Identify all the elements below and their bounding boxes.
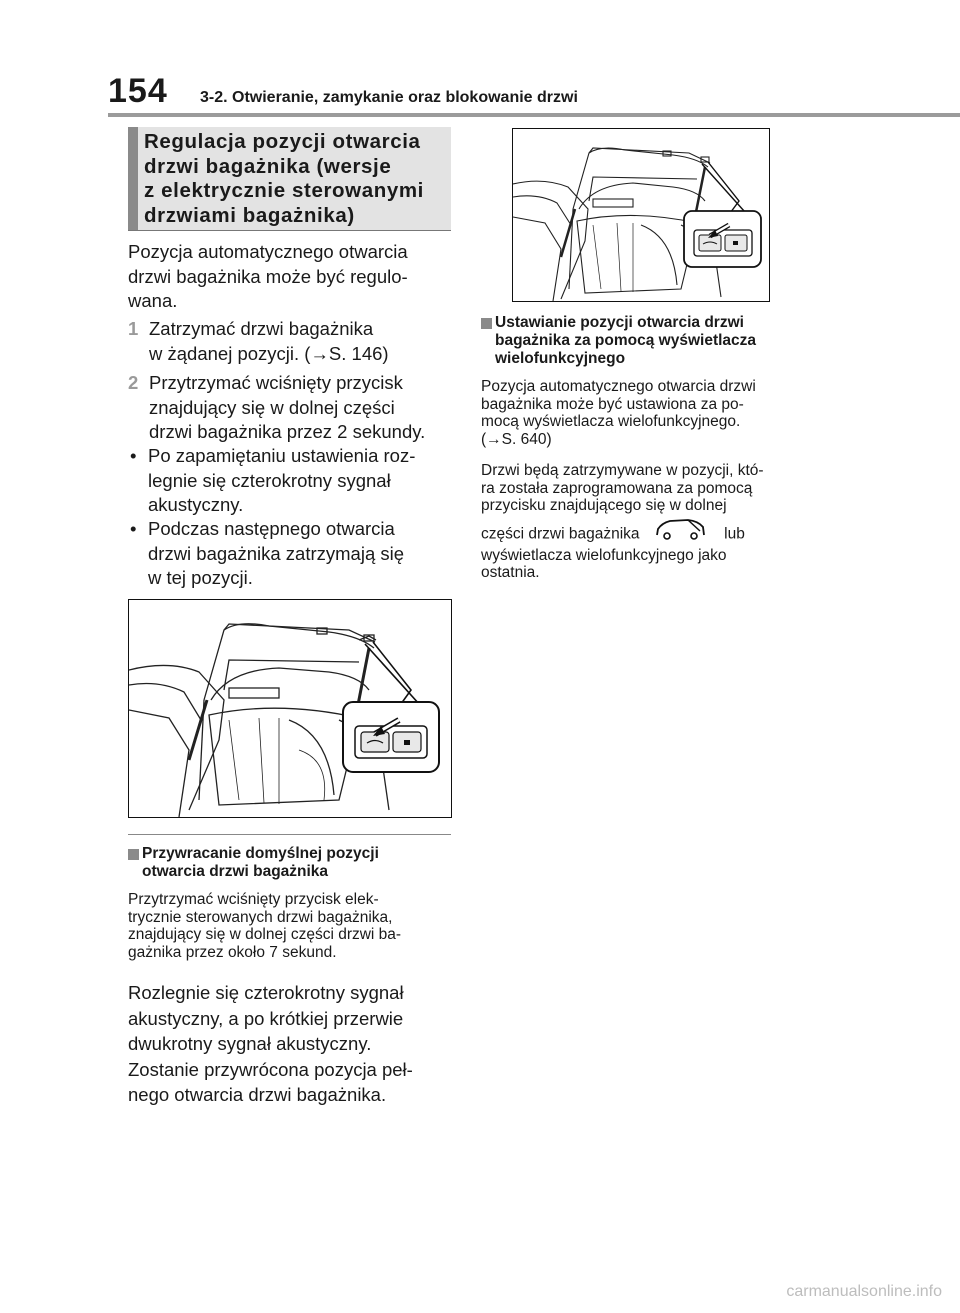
display-heading-line: Ustawianie pozycji otwarcia drzwi	[495, 314, 744, 331]
display-heading-text	[495, 314, 756, 368]
restore-small-line: znajdujący się w dolnej części drzwi ba-	[128, 926, 402, 943]
restore-heading-text	[142, 845, 379, 881]
section-title-line: Regulacja pozycji otwarcia	[144, 130, 421, 153]
step-line: znajdujący się w dolnej części	[149, 396, 395, 418]
tailgate-illustration-left	[128, 599, 452, 818]
restore-small-line: Przytrzymać wciśnięty przycisk elek-	[128, 891, 379, 908]
bullet-line: drzwi bagażnika zatrzymają się	[148, 542, 405, 564]
bullet-line: legnie się czterokrotny sygnał	[148, 469, 391, 491]
bullet-item	[128, 444, 458, 519]
step-line: drzwi bagażnika przez 2 sekundy.	[149, 421, 426, 442]
step-text	[149, 371, 459, 445]
display-heading	[481, 314, 821, 370]
intro-paragraph	[128, 240, 448, 314]
intro-line: drzwi bagażnika może być regulo-	[128, 265, 408, 287]
watermark-text: carmanualsonline.info	[786, 1283, 942, 1300]
step-number: 2	[128, 372, 139, 393]
callout-box	[684, 211, 761, 267]
display-heading-line: bagażnika za pomocą wyświetlacza	[495, 332, 757, 349]
step-1	[128, 317, 458, 367]
callout-box	[343, 702, 439, 772]
display-para-line: mocą wyświetlacza wielofunkcyjnego.	[481, 413, 741, 430]
step-line: Zatrzymać drzwi bagażnika	[149, 318, 374, 339]
bullet-mark: •	[130, 518, 137, 539]
display-paragraph-1	[481, 378, 821, 448]
page-number: 154	[108, 72, 168, 110]
bullet-line: w tej pozycji.	[148, 567, 253, 588]
restore-large-line: dwukrotny sygnał akustyczny.	[128, 1033, 372, 1054]
step-line: Przytrzymać wciśnięty przycisk	[149, 372, 403, 393]
subsection-rule	[128, 834, 451, 835]
tailgate-drawing	[129, 600, 451, 817]
bullet-item	[128, 517, 458, 592]
restore-large-line: akustyczny, a po krótkiej przerwie	[128, 1007, 404, 1029]
intro-line: Pozycja automatycznego otwarcia	[128, 241, 408, 262]
bullet-text	[148, 444, 458, 518]
bullet-line: Podczas następnego otwarcia	[148, 518, 395, 539]
heading-square-marker	[481, 318, 492, 329]
restore-large-paragraph	[128, 980, 448, 1108]
display-para-line: bagażnika może być ustawiona za po-	[481, 395, 744, 413]
bullet-text	[148, 517, 458, 591]
display-heading-line: wielofunkcyjnego	[495, 350, 626, 367]
restore-small-paragraph	[128, 891, 453, 961]
section-title-line: drzwiami bagażnika)	[144, 203, 355, 227]
display-paragraph-2	[481, 462, 821, 582]
restore-heading	[128, 845, 453, 881]
display-para-line: Pozycja automatycznego otwarcia drzwi	[481, 378, 756, 395]
display-para-line-fragment: części drzwi bagażnika	[481, 525, 640, 543]
restore-heading-line: Przywracanie domyślnej pozycji	[142, 845, 379, 862]
section-title	[144, 130, 444, 228]
step-2	[128, 371, 458, 446]
bullet-line: Po zapamiętaniu ustawienia roz-	[148, 445, 416, 466]
display-para-icon-line	[481, 517, 821, 547]
display-para-line: wyświetlacza wielofunkcyjnego jako	[481, 546, 727, 564]
display-para-line-fragment: lub	[724, 525, 745, 543]
display-para-line: Drzwi będą zatrzymywane w pozycji, któ-	[481, 462, 764, 479]
restore-heading-line: otwarcia drzwi bagażnika	[142, 863, 329, 880]
step-text	[149, 317, 459, 366]
restore-large-line: Rozlegnie się czterokrotny sygnał	[128, 982, 404, 1003]
restore-large-line: Zostanie przywrócona pozycja peł-	[128, 1058, 413, 1080]
heading-square-marker	[128, 849, 139, 860]
header-rule	[108, 113, 960, 117]
chapter-title: 3-2. Otwieranie, zamykanie oraz blokowanie drzwi	[200, 89, 578, 106]
display-para-line: ostatnia.	[481, 564, 540, 581]
section-title-line: z elektrycznie sterowanymi	[144, 179, 424, 202]
section-rule	[128, 230, 451, 231]
tailgate-drawing	[513, 129, 769, 301]
restore-small-line: gażnika przez około 7 sekund.	[128, 943, 337, 961]
restore-small-line: trycznie sterowanych drzwi bagażnika,	[128, 908, 393, 926]
tailgate-illustration-right	[512, 128, 770, 302]
bullet-line: akustyczny.	[148, 494, 244, 515]
display-para-line: ra została zaprogramowana za pomocą	[481, 479, 753, 497]
intro-line: wana.	[128, 290, 178, 311]
display-para-line: przycisku znajdującego się w dolnej	[481, 497, 727, 514]
bullet-mark: •	[130, 445, 137, 466]
display-para-line: (→S. 640)	[481, 430, 552, 448]
section-title-bar	[128, 127, 138, 230]
step-line: w żądanej pozycji. (→S. 146)	[149, 342, 389, 364]
section-title-box	[128, 127, 451, 230]
restore-large-line: nego otwarcia drzwi bagażnika.	[128, 1084, 387, 1105]
step-number: 1	[128, 318, 139, 339]
section-title-line: drzwi bagażnika (wersje	[144, 154, 392, 178]
